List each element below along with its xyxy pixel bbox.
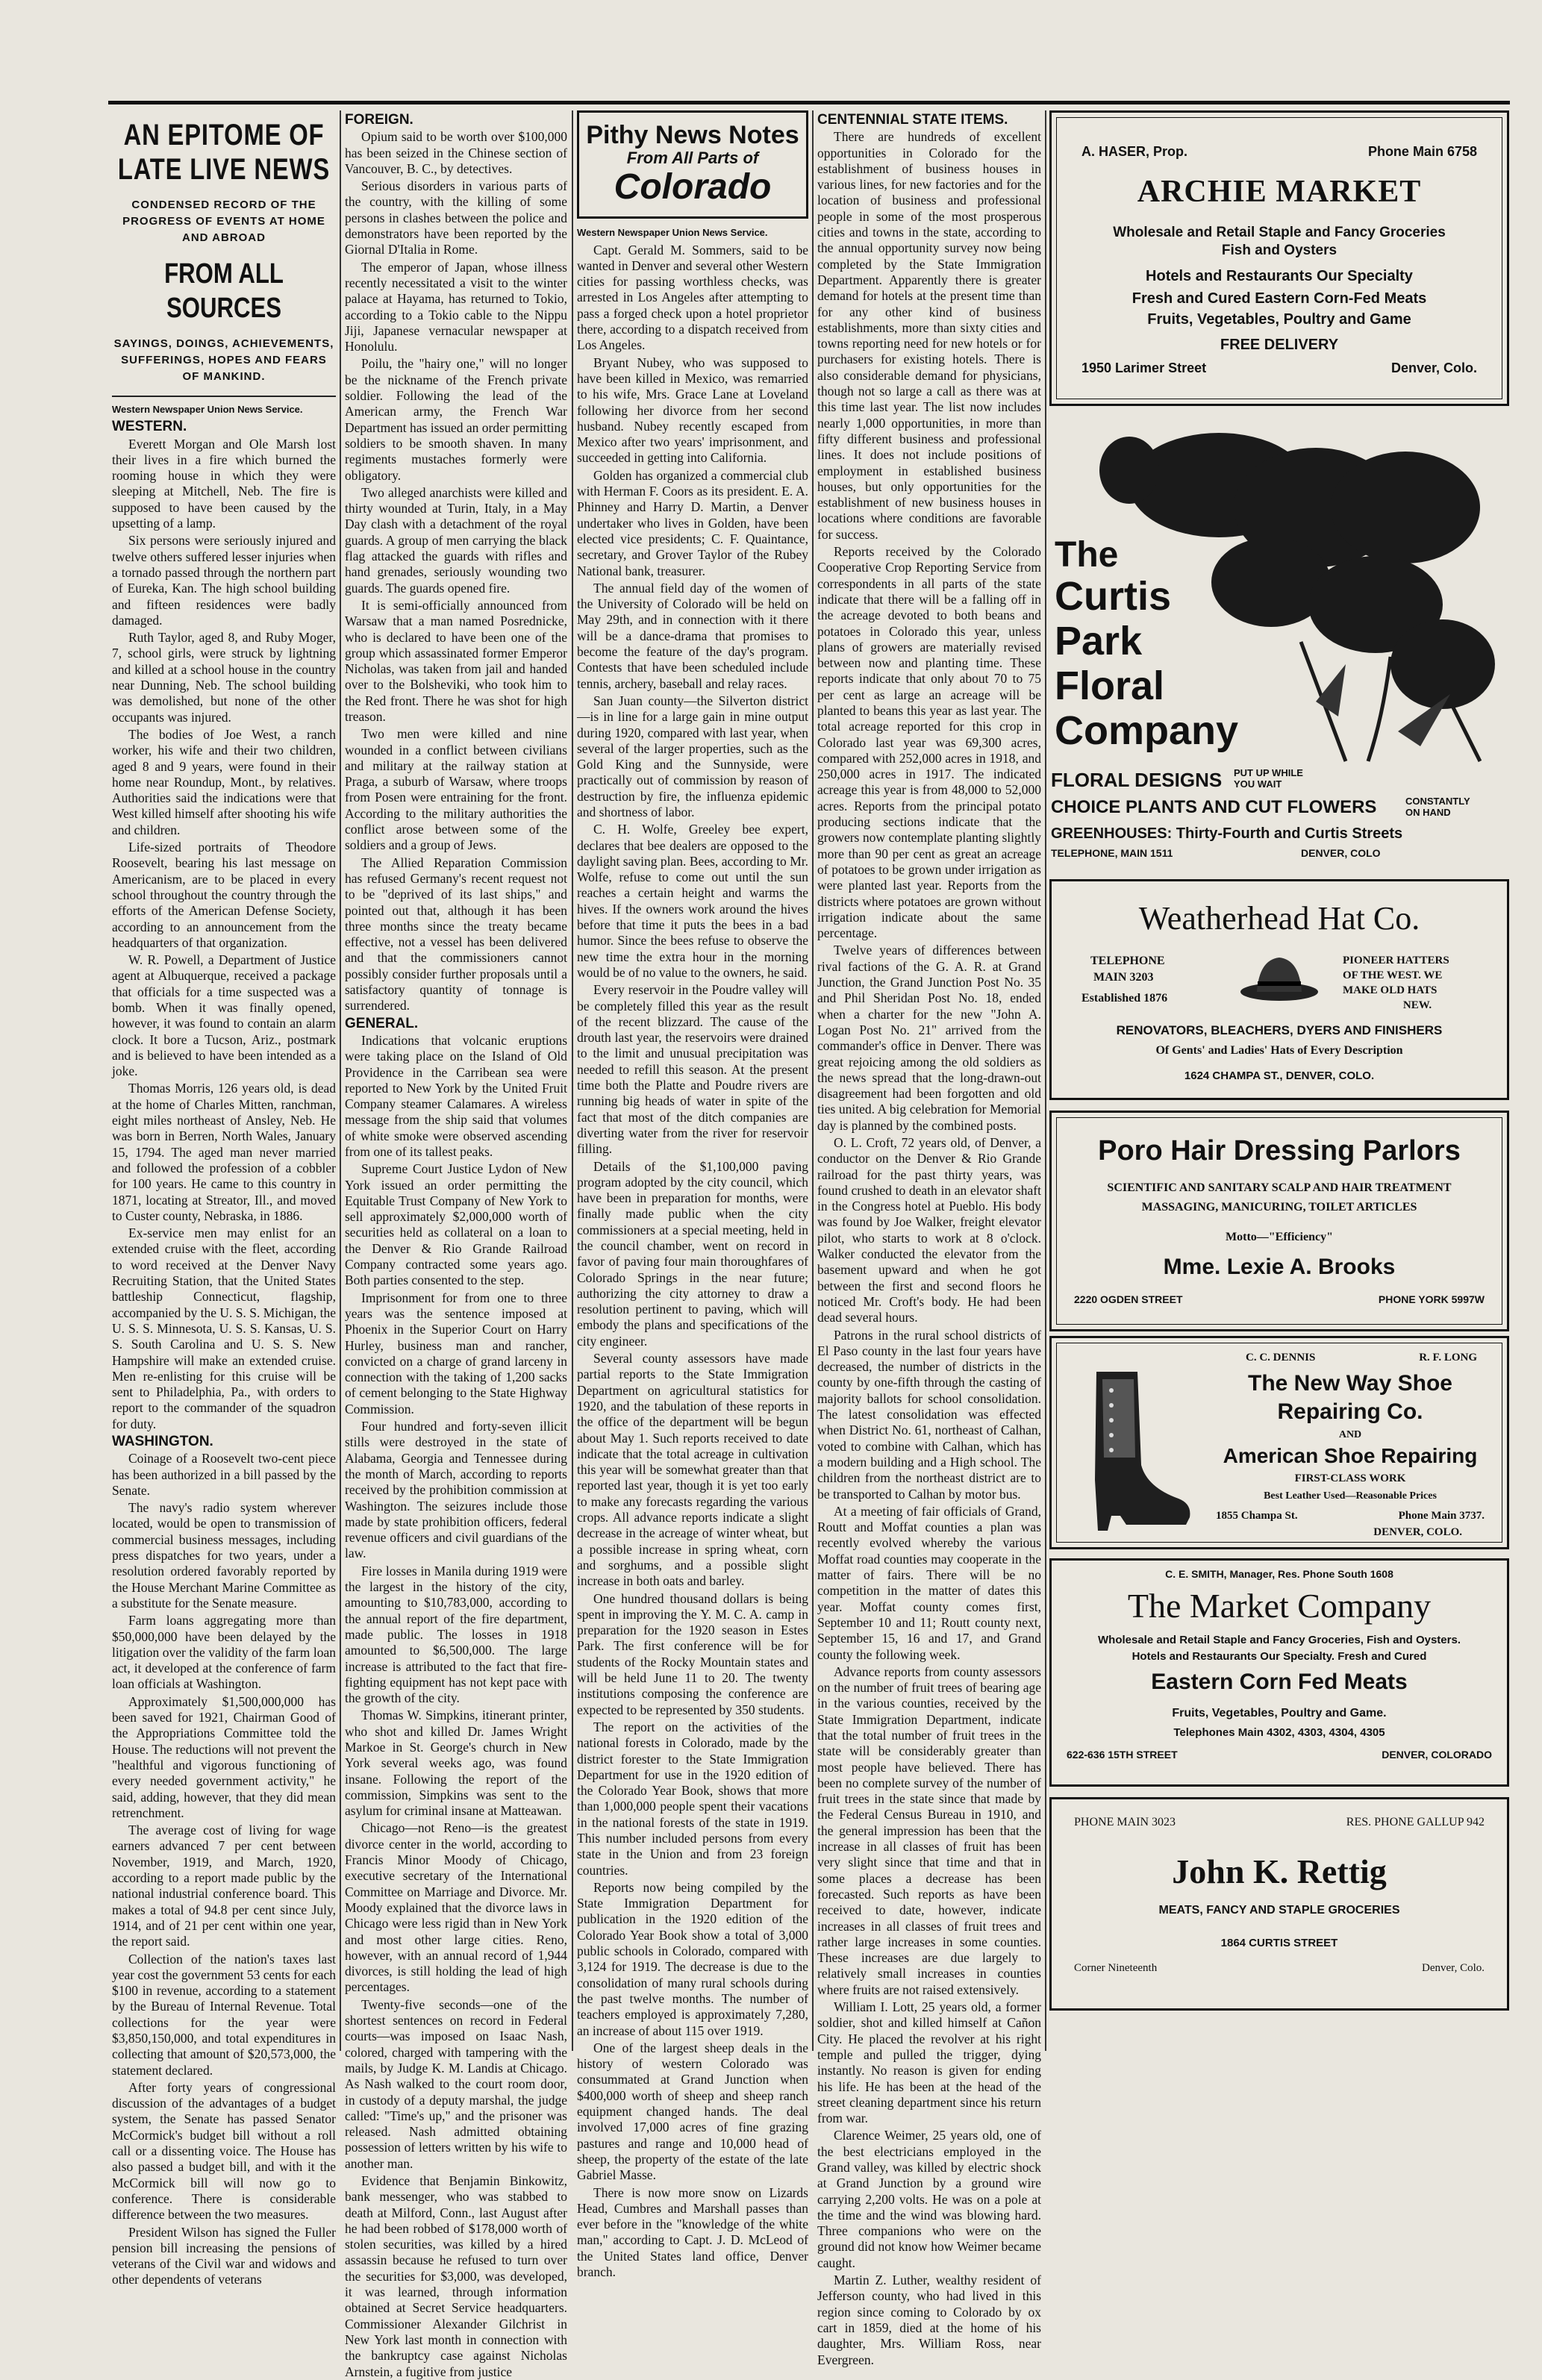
news-item: Several county assessors have made partial reports to the State Immigration Department on agricultural statistics for 1920, and the tabulation of these reports in the office of the department will be begun about May 1. Such reports received to date indicate that the total acreage in cultivation this year will be somewhat greater than that reported last year, though it is yet too early to make any forecasts regarding the various crops. All advance reports indicate a slight decrease in the acreage of winter wheat, but a possible increase in spring wheat, corn and sorghums, and a possible slight increase in both oats and barley. (577, 1351, 808, 1589)
archie-phone: Phone Main 6758 (1367, 144, 1477, 159)
column-rule (340, 110, 341, 2051)
poro-address: 2220 OGDEN STREET (1074, 1293, 1183, 1305)
epitome-headline-3: FROM ALL SOURCES (164, 258, 284, 324)
curtis-constantly (1405, 796, 1470, 818)
epitome-headline-1: AN EPITOME OF (123, 119, 325, 152)
news-item: One hundred thousand dollars is being spent in improving the Y. M. C. A. camp in preparation for the 1920 season in Estes Park. The first conference will be for students of the Rocky Mountain states and will be held June 11 to 20. The twenty institutions composing the conference are expected to be represented by 350 students. (577, 1590, 808, 1717)
news-item: Two alleged anarchists were killed and thirty wounded at Turin, Italy, in a May Day clash with a detachment of the royal guards. A group of men carrying the black flag attacked the guards with rifles and hand grenades, seriously wounding two guards. The guards opened fire. (345, 484, 567, 596)
epitome-subhead: CONDENSED RECORD OF THE PROGRESS OF EVENTS AT HOME AND ABROAD (122, 199, 325, 244)
news-item: Twenty-five seconds—one of the shortest sentences on record in Federal courts—was imposed on Isaac Nash, colored, charged with tampering with the mails, by Judge K. M. Landis at Chicago. As Nash walked to the court room door, in custody of a deputy marshal, the judge called: "Time's up," and the prisoner was released. Nash admitted obtaining possession of letters written by his wife to another man. (345, 1996, 567, 2171)
news-item: Approximately $1,500,000,000 has been saved for 1921, Chairman Good of the Appropriations Committee told the House. The reductions will not prevent the "healthful and vigorous functioning of every needed government activity," he said, adding, however, that they did mean retrenchment. (112, 1693, 336, 1820)
news-item: Coinage of a Roosevelt two-cent piece has been authorized in a bill passed by the Senate. (112, 1451, 336, 1498)
rettig-address: 1864 CURTIS STREET (1220, 1937, 1338, 1949)
news-item: C. H. Wolfe, Greeley bee expert, declares that bee dealers are opposed to the daylight saving plan. Bees, according to Mr. Wolfe, refuse to come out until the sun reaches a certain height and warms the hives. If the owners work around the hives before that time it puts the bees in a bad humor. Since the bees refuse to observe the new time the extra hour in the morning would be of no value to the owners, he said. (577, 822, 808, 980)
news-item: Reports received by the Colorado Cooperative Crop Reporting Service from correspondents in all parts of the state indicate that there will be a falling off in the acreage devoted to both beans and potatoes in Colorado this year, unless plans of growers are materially revised between now and planting time. These reports indicate that only about 70 to 75 per cent as large an acreage will be planted to beans this year as last year. The total acreage reported for this crop in Colorado last year was 69,300 acres, compared with 252,000 acres in 1918, and 250,000 acres in 1917. The indicated acreage this year is from 48,000 to 52,000 acres. Reports from the principal potato producing sections indicate that the growers now contemplate planting slightly more than 90 per cent as great an acreage of potatoes to be grown under irrigation as were planted last year. Reports from the districts where potatoes are grown without irrigation indicate about the same percentage. (817, 544, 1041, 941)
poro-line: MASSAGING, MANICURING, TOILET ARTICLES (1141, 1201, 1417, 1214)
news-item: President Wilson has signed the Fuller pension bill increasing the pensions of veterans of the Civil war and widows and other dependents of veterans (112, 2224, 336, 2287)
market-corn-fed: Eastern Corn Fed Meats (1151, 1670, 1408, 1694)
pithy-subtitle: From All Parts of (626, 149, 759, 167)
news-item: Serious disorders in various parts of the country, with the killing of some persons in clashes between the police and demonstrators have been reported by the Giornal D'Italia in Rome. (345, 178, 567, 257)
top-rule (108, 101, 1510, 104)
archie-city: Denver, Colo. (1390, 360, 1477, 375)
poro-motto: Motto—"Efficiency" (1226, 1231, 1333, 1243)
news-item: Details of the $1,100,000 paving program adopted by the city council, which have been in preparation for months, were finally made public when the city commissioners at a special meeting, held in the council chamber, went on record in favor of paving four main thoroughfares of Colorado Springs in the near future; authorizing the city attorney to draw a resolution pertinent to paving, which will embody the plans and specifications of the city engineer. (577, 1158, 808, 1349)
news-item: The annual field day of the women of the University of Colorado will be held on May 29th, and in connection with it there will be a dance-drama that promises to become the feature of the day's program. Contests that have been scheduled include tennis, archery, baseball and relay races. (577, 580, 808, 691)
news-item: Opium said to be worth over $100,000 has been seized in the Chinese section of Vancouver, B. C., by detectives. (345, 129, 567, 176)
news-item: The report on the activities of the national forests in Colorado, made by the district forester to the State Immigration Department for use in the 1920 edition of the Colorado Year Book, shows that more than 1,000,000 people spent their vacations in the national forests of the state in 1919. This number included persons from every state in the Union and from 23 foreign countries. (577, 1719, 808, 1878)
column-foreign-general (345, 110, 567, 2379)
news-item: O. L. Croft, 72 years old, of Denver, a conductor on the Denver & Rio Grande railroad for the past thirty years, was found crushed to death in an elevator shaft in the Congress hotel at Pueblo. His body was found by Joe Walker, freight elevator pilot, who starts to work at 8 o'clock. Walker conducted the elevator from the basement upward and when he got between the first and second floors he noticed Mr. Croft's body. He had been dead several hours. (817, 1135, 1041, 1325)
column-epitome (112, 110, 336, 2287)
rettig-groceries: MEATS, FANCY AND STAPLE GROCERIES (1158, 1904, 1400, 1917)
news-item: Evidence that Benjamin Binkowitz, bank messenger, who was stabbed to death at Milford, Conn., last August after he had been robbed of $178,000 worth of stolen securities, was killed by a hired assassin because he refused to turn over the securities for $3,000, was developed, it was learned, through information obtained at Secret Service headquarters. Commissioner Alexander Gilchrist in New York last month in connection with the bankruptcy case against Nicholas Arnstein, a fugitive from justice (345, 2173, 567, 2379)
news-item: At a meeting of fair officials of Grand, Routt and Moffat counties a plan was recently evolved whereby the various Moffat road counties may cooperate in the matter of fairs. There will be no competition in the matter of dates this year. Moffat county comes first, September 10 and 11; Routt county next, September 15, 16 and 17, and Grand county the following week. (817, 1503, 1041, 1662)
poro-phone: PHONE YORK 5997W (1378, 1293, 1485, 1305)
archie-line: Hotels and Restaurants Our Specialty (1146, 268, 1413, 284)
shoe-owner-1: C. C. DENNIS (1246, 1352, 1316, 1364)
divider (112, 396, 336, 397)
shoe-phone: Phone Main 3737. (1398, 1510, 1485, 1522)
curtis-greenhouses: GREENHOUSES: Thirty-Fourth and Curtis Streets (1051, 825, 1403, 842)
rettig-phone: PHONE MAIN 3023 (1074, 1816, 1176, 1828)
poro-line: SCIENTIFIC AND SANITARY SCALP AND HAIR TREATMENT (1107, 1181, 1452, 1194)
market-line: Hotels and Restaurants Our Specialty. Fresh and Cured (1131, 1650, 1427, 1663)
weatherhead-hats: Of Gents' and Ladies' Hats of Every Description (1155, 1044, 1403, 1057)
curtis-constantly-b: ON HAND (1405, 807, 1451, 818)
weatherhead-tel: TELEPHONE (1090, 955, 1165, 967)
shoe-city: DENVER, COLO. (1373, 1526, 1462, 1538)
epitome-subhead-2: SAYINGS, DOINGS, ACHIEVEMENTS, SUFFERINGS, HOPES AND FEARS OF MANKIND. (113, 337, 334, 383)
news-item: The Allied Reparation Commission has refused Germany's recent request not to be "deprived of its last ships," and pointed out that, although it has been three months since the treaty became effective, not a vessel has been delivered and that the commissioners cannot possibly consider further proposals until a satisfactory quantity of tonnage is surrendered. (345, 855, 567, 1013)
shoe-first-class: FIRST-CLASS WORK (1294, 1472, 1406, 1484)
shoe-american: American Shoe Repairing (1223, 1444, 1478, 1467)
news-item: It is semi-officially announced from Warsaw that a man named Posrednicke, who is declared to have been one of the group which assassinated former Emperor Nicholas, was taken from jail and handed over to the Bolsheviki, who took him to the Red front. There he was shot for high treason. (345, 597, 567, 724)
market-city: DENVER, COLORADO (1382, 1749, 1492, 1761)
service-line: Western Newspaper Union News Service. (112, 404, 303, 415)
pithy-title: Pithy News Notes (586, 121, 799, 149)
curtis-word: Company (1055, 708, 1239, 753)
news-item: One of the largest sheep deals in the history of western Colorado was consummated at Grand Junction when $400,000 worth of sheep and sheep ranch equipment changed hands. The deal involved 17,000 acres of fine grazing pastures and range and 10,000 head of sheep, the property of the estate of the late Gabriel Masse. (577, 2040, 808, 2183)
news-item: Six persons were seriously injured and twelve others suffered lesser injuries when a tornado passed through the northern part of Eureka, Kan. The high school building and fifteen residences were badly damaged. (112, 533, 336, 628)
news-item: Clarence Weimer, 25 years old, one of the best electricians employed in the Grand valley, was killed by electric shock at Grand Junction by a ground wire carrying 2,200 volts. He was on a pole at the time and the wind was blowing hard. Three companions who were on the ground did not know how Weimer became caught. (817, 2128, 1041, 2270)
news-item: The bodies of Joe West, a ranch worker, his wife and their two children, aged 8 and 9 years, were found in their home near Roundup, Mont., by relatives. Authorities said the indications were that West killed himself after shooting his wife and children. (112, 726, 336, 837)
curtis-put-up-b: YOU WAIT (1234, 778, 1282, 790)
weatherhead-pioneer: PIONEER HATTERS (1343, 955, 1449, 966)
news-item: Ruth Taylor, aged 8, and Ruby Moger, 7, school girls, were struck by lightning and killed at a school house in the country near Dunning, Neb. The school building was demolished, but none of the other occupants was injured. (112, 630, 336, 725)
news-item: After forty years of congressional discussion of the advantages of a budget system, the Senate has passed Senator McCormick's budget bill without a roll call or a dissenting voice. The House has also passed a budget bill, and with it the McCormick bill will now go to conference. There is considerable difference between the two measures. (112, 2079, 336, 2223)
news-item: Imprisonment for from one to three years was the sentence imposed at Phoenix in the Superior Court on Harry Hurley, business man and rancher, convicted on a charge of grand larceny in connection with the taking of 1,200 sacks of cement belonging to the State Highway Commission. (345, 1290, 567, 1417)
archie-name: ARCHIE MARKET (1137, 175, 1422, 209)
weatherhead-renovators: RENOVATORS, BLEACHERS, DYERS AND FINISHERS (1116, 1023, 1443, 1037)
news-item: Indications that volcanic eruptions were taking place on the Island of Old Providence in the Carribean sea were reported to New York by the United Fruit Company steamer Calamares. A wireless message from the ship said that volumes of white smoke were observed ascending from one of its tallest peaks. (345, 1032, 567, 1159)
shoe-best-leather: Best Leather Used—Reasonable Prices (1264, 1490, 1437, 1502)
news-item: Advance reports from county assessors on the number of fruit trees of bearing age in the various counties, received by the State Immigration Department, indicate that the total number of fruit trees in the state will be considerably greater than most people have believed. There has been no complete survey of the number of fruit trees in the state since that made by the Federal Census Bureau in 1910, and the general impression has been that the increase in all classes of fruit has been very slight since that time and that in some places a decrease has been forecasted. Such reports as have been received to date, however, indicate increases in all classes of fruit trees and rather large increases in some counties. These increases are due largely to relatively small increases in counties where fruits are not raised extensively. (817, 1664, 1041, 1997)
market-line: Fruits, Vegetables, Poultry and Game. (1172, 1707, 1387, 1720)
news-item: The navy's radio system wherever located, would be open to transmission of commercial business messages, including press dispatches for two years, under a resolution ordered favorably reported by the House Merchant Marine Committee as a substitute for the Senate measure. (112, 1500, 336, 1611)
curtis-the: The (1055, 535, 1119, 575)
news-item: Golden has organized a commercial club with Herman F. Coors as its president. E. A. Phinney and Harry D. Martin, a Denver undertaker who lives in Golden, have been elected vice presidents; C. F. Quaintance, secretary, and Grover Taylor of the Rubey National bank, treasurer. (577, 467, 808, 578)
news-item: Life-sized portraits of Theodore Roosevelt, bearing his last message on Americanism, are to be placed in every school throughout the country through the efforts of the American Defense Society, according to an announcement from the headquarters of that organization. (112, 840, 336, 950)
ad-shoe-repair (1049, 1336, 1509, 1549)
weatherhead-pioneer: NEW. (1402, 999, 1432, 1011)
archie-line: Fish and Oysters (1221, 243, 1337, 258)
column-centennial (817, 110, 1041, 2367)
news-item: Collection of the nation's taxes last year cost the government 53 cents for each $100 in revenue, according to a statement by the Bureau of Internal Revenue. Total collections for the year were $3,850,150,000, and total expenditures in collecting that amount of $20,573,000, the statement declared. (112, 1951, 336, 2078)
news-item: The emperor of Japan, whose illness recently necessitated a visit to the winter palace at Hayama, has returned to Tokio, according to a Tokio cable to the Nippu Jiji, Japanese vernacular newspaper at Honolulu. (345, 259, 567, 354)
ad-weatherhead-hat (1049, 879, 1509, 1100)
column-pithy (577, 110, 808, 2279)
news-item: Martin Z. Luther, wealthy resident of Jefferson county, who had lived in this region since coming to Colorado by ox cart in 1859, died at the home of his daughter, Mrs. William Ross, near Evergreen. (817, 2273, 1041, 2367)
news-item: Ex-service men may enlist for an extended cruise with the fleet, according to word received at the Denver Navy Recruiting Station, that the United States battleship Connecticut, flagship, accompanied by the U. S. S. Michigan, the U. S. S. Minnesota, U. S. S. Kansas, U. S. S. South Carolina and U. S. S. New Hampshire will make an extended cruise. Men re-enlisting for this cruise will be sent to Philadelphia, Pa., with orders to report to the commander of the squadron for duty. (112, 1225, 336, 1431)
ad-market-company (1049, 1558, 1509, 1787)
weatherhead-est: Established 1876 (1081, 992, 1168, 1005)
news-item: Patrons in the rural school districts of El Paso county in the last four years have decreased, the number of districts in the county by one-fifth through the casting of majority ballots for school consolidation. The latest consolidation was effected when District No. 61, northeast of Calhan, voted to combine with Calhan, which has a modern building and a High school. The children from the northeast district are to be transported to Calhan by motor bus. (817, 1327, 1041, 1502)
news-item: Poilu, the "hairy one," will no longer be the nickname of the French private soldier. Following the lead of the American army, the French War Department has issued an order permitting soldiers to be smooth shaven. In many regiments mustaches formerly were obligatory. (345, 356, 567, 483)
news-item: William I. Lott, 25 years old, a former soldier, shot and killed himself at Cañon City. He placed the revolver at his right temple and pulled the trigger, dying instantly. No reason is given for ending his life. He has been at the head of the street cleaning department since his return from war. (817, 1999, 1041, 2126)
news-item: San Juan county—the Silverton district—is in line for a large gain in mine output during 1920, compared with last year, when several of the larger properties, such as the Gold King and the Sunnyside, were practically out of commission by reason of destruction by fire, the influenza epidemic and shortness of labor. (577, 693, 808, 819)
news-item: Capt. Gerald M. Sommers, said to be wanted in Denver and several other Western cities for passing worthless checks, was arrested in Los Angeles after attempting to pass a forged check upon a hotel proprietor there, according to a dispatch received from Los Angeles. (577, 242, 808, 353)
epitome-headline-2: LATE LIVE NEWS (117, 153, 331, 186)
news-item: Farm loans aggregating more than $50,000,000 have been delayed by the litigation over the validity of the farm loan act, it developed at the conference of farm loan officials at Washington. (112, 1613, 336, 1692)
news-item: The average cost of living for wage earners advanced 7 per cent between November, 1919, and March, 1920, according to a report made public by the national industrial conference board. This makes a total of 94.8 per cent since July, 1914, and of 21 per cent within one year, the report said. (112, 1823, 336, 1949)
news-item: Every reservoir in the Poudre valley will be completely filled this year as the result of the recent blizzard. The cause of the drouth last year, the reservoirs were drained to the limit and unusual precipitation was needed to refill this season. At the present time both the Platte and Poudre rivers are running big heads of water in spite of the fact that most of the ditch companies are diverting water from the river for reservoir filling. (577, 982, 808, 1157)
hat-icon (1238, 949, 1320, 1008)
news-item: W. R. Powell, a Department of Justice agent at Albuquerque, received a package that officials for a time suspected was a bomb. When it was finally opened, however, it was found to contain an alarm clock. It bore a Tucson, Ariz., postmark and is believed to have been intended as a joke. (112, 952, 336, 1079)
archie-delivery: FREE DELIVERY (1220, 337, 1339, 353)
curtis-put-up (1234, 767, 1303, 790)
news-item: Thomas Morris, 126 years old, is dead at the home of Charles Mitten, ranchman, eight miles northeast of Ansley, Neb. He was born in Berren, North Wales, January 15, 1794. The aged man never married and followed the profession of a cobbler for 100 years. He came to this country in 1871, locating at Streator, Ill., and moved to Custer county, Nebraska, in 1886. (112, 1081, 336, 1223)
rettig-res-phone: RES. PHONE GALLUP 942 (1346, 1816, 1485, 1828)
column-rule (572, 110, 573, 2051)
pithy-colorado: Colorado (614, 167, 772, 207)
news-item: Bryant Nubey, who was supposed to have been killed in Mexico, was remarried to his wife, Mrs. Grace Lane at Loveland following her divorce from her second husband. Nubey recently escaped from Mexico after two years' imprisonment, and succeeded in getting into California. (577, 354, 808, 466)
market-address: 622-636 15TH STREET (1067, 1749, 1178, 1761)
curtis-word: Park (1055, 619, 1143, 663)
service-line: Western Newspaper Union News Service. (577, 227, 768, 239)
curtis-word: Floral (1055, 663, 1165, 708)
curtis-city: DENVER, COLO (1301, 847, 1381, 859)
curtis-constantly-a: CONSTANTLY (1405, 796, 1470, 807)
weatherhead-name: Weatherhead Hat Co. (1138, 900, 1420, 937)
news-item: Reports now being compiled by the State Immigration Department for publication in the 1920 edition of the Colorado Year Book show a total of 3,000 public schools in Colorado, compared with 3,124 for 1919. The decrease is due to the consolidation of many rural schools during the past twelve months. The number of teachers employed is approximately 7,280, an increase of about 115 over 1919. (577, 1879, 808, 2038)
section-head-western: WESTERN. (112, 419, 187, 435)
market-name: The Market Company (1127, 1587, 1432, 1625)
rettig-corner: Corner Nineteenth (1074, 1962, 1158, 1974)
section-head-general: GENERAL. (345, 1015, 419, 1031)
ad-archie-market (1049, 110, 1509, 406)
boot-icon (1067, 1368, 1193, 1536)
shoe-owner-2: R. F. LONG (1419, 1352, 1477, 1364)
curtis-word: Curtis (1055, 574, 1172, 619)
shoe-and: AND (1338, 1429, 1362, 1440)
archie-line: Fresh and Cured Eastern Corn-Fed Meats (1131, 290, 1427, 307)
news-item: There are hundreds of excellent opportunities in Colorado for the establishment of business houses in various lines, for new factories and for the location of business and professional people in some of the most prosperous cities and towns in the state, according to the annual opportunity survey now being completed by the State Immigration Department. Apparently there is greater demand for hotels at the present time than for any other kind of business establishments, more than sixty cities and towns reporting need for new hotels or for purchasers for existing hotels. There is also considerable demand for physicians, though not so large a call as there was at this time last year. The list now includes nearly 1,000 opportunities, in more than fifty different business and professional lines. It does not include positions of employment in established business houses, but only opportunities for the establishment of new business houses in locations where conditions are favorable for success. (817, 129, 1041, 542)
poro-name: Poro Hair Dressing Parlors (1098, 1135, 1461, 1166)
section-head-foreign: FOREIGN. (345, 112, 413, 128)
column-rule (1045, 110, 1046, 2051)
news-item: Chicago—not Reno—is the greatest divorce center in the world, according to Francis Minor Moody of Chicago, executive secretary of the International Committee on Marriage and Divorce. Mr. Moody explained that the divorce laws in Chicago were less rigid than in New York and most other large cities. Reno, however, with an annual record of 1,944 divorces, is still holding the lead of high percentages. (345, 1820, 567, 1995)
news-item: Two men were killed and nine wounded in a conflict between civilians and military at the railway station at Praga, a suburb of Warsaw, where troops from Posen were entraining for the front. According to the military authorities the conflict arose between some of the soldiers and a group of Jews. (345, 726, 567, 853)
ad-john-rettig (1049, 1797, 1509, 2011)
news-item: Twelve years of differences between rival factions of the G. A. R. at Grand Junction, the Grand Junction Post No. 35 and Phil Sheridan Post No. 18, ended when a charter for the new "John A. Logan Post No. 21" arrived from the commander's office in Denver. There was great rejoicing among the old soldiers as the news spread that the long-drawn-out disagreement had been forgotten and old ties united. A big celebration for Memorial day is planned by the combined posts. (817, 943, 1041, 1133)
shoe-title: Repairing Co. (1277, 1399, 1423, 1424)
weatherhead-tel-number: MAIN 3203 (1093, 971, 1154, 984)
market-line: Wholesale and Retail Staple and Fancy Groceries, Fish and Oysters. (1098, 1634, 1461, 1646)
curtis-choice-plants: CHOICE PLANTS AND CUT FLOWERS (1051, 797, 1377, 817)
ad-curtis-park-floral (1047, 418, 1507, 866)
curtis-floral-designs: FLORAL DESIGNS (1051, 769, 1223, 791)
weatherhead-address: 1624 CHAMPA ST., DENVER, COLO. (1184, 1069, 1375, 1082)
rettig-name: John K. Rettig (1172, 1852, 1387, 1890)
poro-owner: Mme. Lexie A. Brooks (1163, 1255, 1396, 1279)
section-head-centennial: CENTENNIAL STATE ITEMS. (817, 112, 1008, 128)
archie-owner: A. HASER, Prop. (1081, 144, 1188, 159)
market-manager: C. E. SMITH, Manager, Res. Phone South 1608 (1165, 1568, 1393, 1580)
curtis-put-up-a: PUT UP WHILE (1234, 767, 1303, 778)
archie-address: 1950 Larimer Street (1081, 360, 1207, 375)
curtis-telephone: TELEPHONE, MAIN 1511 (1051, 847, 1173, 859)
news-item: Everett Morgan and Ole Marsh lost their lives in a fire which burned the rooming house in which they were sleeping at Mitchell, Neb. The fire is supposed to have been caused by the upsetting of a lamp. (112, 436, 336, 531)
section-head-washington: WASHINGTON. (112, 1434, 213, 1449)
news-item: There is now more snow on Lizards Head, Cumbres and Marshall passes than ever before in the "knowledge of the white man," according to Capt. J. D. McLeod of the United States land office, Denver branch. (577, 2184, 808, 2279)
archie-line: Fruits, Vegetables, Poultry and Game (1147, 311, 1411, 328)
news-item: Four hundred and forty-seven illicit stills were destroyed in the state of Alabama, Georgia and Tennessee during the month of March, according to reports received by the prohibition commission at Washington. The seizures include those made by state prohibition officers, federal revenue officers and civil guardians of the law. (345, 1419, 567, 1561)
weatherhead-pioneer: MAKE OLD HATS (1343, 984, 1438, 996)
weatherhead-pioneer: OF THE WEST. WE (1343, 969, 1443, 981)
column-rule (812, 110, 814, 2051)
pithy-header-box (577, 110, 808, 219)
rettig-city: Denver, Colo. (1422, 1962, 1485, 1974)
shoe-address: 1855 Champa St. (1216, 1510, 1298, 1522)
shoe-title: The New Way Shoe (1248, 1371, 1452, 1396)
news-item: Supreme Court Justice Lydon of New York issued an order permitting the Equitable Trust Company of New York to sell approximately $2,000,000 worth of securities held as collateral on a loan to the Denver & Rio Grande Railroad Company contracted some years ago. Both parties consented to the step. (345, 1161, 567, 1288)
archie-line: Wholesale and Retail Staple and Fancy Groceries (1113, 225, 1446, 240)
news-item: Thomas W. Simpkins, itinerant printer, who shot and killed Dr. James Wright Markoe in St. George's church in New York several weeks ago, was found insane. Following the report of the commission, Simpkins was sent to the asylum for criminal insane at Matteawan. (345, 1708, 567, 1819)
market-telephones: Telephones Main 4302, 4303, 4304, 4305 (1173, 1726, 1385, 1739)
news-item: Fire losses in Manila during 1919 were the largest in the history of the city, amounting to $10,783,000, according to the annual report of the fire department, made public. The losses in 1918 amounted to $6,500,000. The large increase is attributed to the fact that fire-fighting equipment has not kept pace with the growth of the city. (345, 1563, 567, 1706)
ad-poro-hair (1049, 1111, 1509, 1331)
